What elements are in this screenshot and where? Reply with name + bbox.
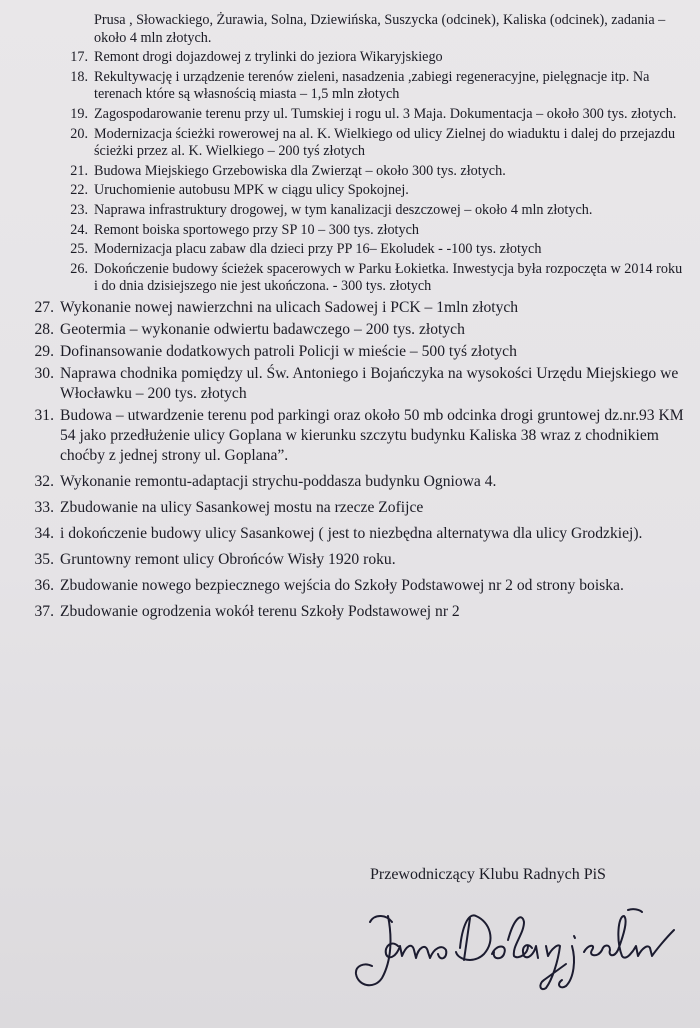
list-item-number: 26. [70, 260, 88, 277]
list-item-text: Naprawa infrastruktury drogowej, w tym kanalizacji deszczowej – około 4 mln złotych. [94, 201, 593, 218]
signature-title: Przewodniczący Klubu Radnych PiS [370, 866, 606, 883]
list-item-number: 30. [34, 364, 54, 382]
list-item-text: Gruntowny remont ulicy Obrońców Wisły 1920 roku. [60, 550, 396, 568]
list-item [20, 182, 685, 200]
list-item-number: 36. [34, 576, 54, 594]
list-item-text: Zbudowanie ogrodzenia wokół terenu Szkoły Podstawowej nr 2 [60, 602, 460, 620]
list-item [20, 472, 685, 492]
list-item [20, 498, 685, 518]
list-item [20, 342, 685, 362]
list-item-number: 19. [70, 105, 88, 122]
list-item [20, 241, 685, 259]
list-item-text: Budowa – utwardzenie terenu pod parkingi oraz około 50 mb odcinka drogi gruntowej dz.nr.93 KM 54 jako przedłużenie ulicy Goplana w kierunku szczytu budynku Kaliska 38 wraz z chodnikiem choćby z jednej strony ul. Goplana”. [60, 406, 684, 464]
list-item-number: 20. [70, 125, 88, 142]
list-item [20, 320, 685, 340]
list-item [20, 406, 685, 466]
list-item-number: 23. [70, 201, 88, 218]
list-item-text: Zbudowanie na ulicy Sasankowej mostu na rzecze Zofijce [60, 498, 424, 516]
list-item-text: Dofinansowanie dodatkowych patroli Policji w mieście – 500 tyś złotych [60, 342, 517, 360]
list-item-number: 31. [34, 406, 54, 424]
list-item-text: Zagospodarowanie terenu przy ul. Tumskiej i rogu ul. 3 Maja. Dokumentacja – około 300 tys. złotych. [94, 105, 677, 122]
list-item [20, 222, 685, 240]
list-item-text: Remont drogi dojazdowej z trylinki do jeziora Wikaryjskiego [94, 49, 443, 66]
list-item-text: i dokończenie budowy ulicy Sasankowej ( jest to niezbędna alternatywa dla ulicy Grodzkiej). [60, 524, 643, 542]
list-item-number: 25. [70, 241, 88, 258]
list-item-text: Rekultywację i urządzenie terenów zieleni, nasadzenia ,zabiegi regeneracyjne, pielęgnacje itp. Na terenach które są własnością miasta – 1,5 mln złotych [94, 68, 650, 103]
list-item-text: Uruchomienie autobusu MPK w ciągu ulicy Spokojnej. [94, 182, 409, 199]
list-item-number: 28. [34, 320, 54, 338]
list-item [20, 69, 685, 104]
list-item [20, 261, 685, 296]
list-item-text: Naprawa chodnika pomiędzy ul. Św. Antoniego i Bojańczyka na wysokości Urzędu Miejskiego we Włocławku – 200 tys. złotych [60, 364, 679, 402]
list-item [20, 524, 685, 544]
list-item [20, 49, 685, 67]
list-item-text: Modernizacja ścieżki rowerowej na al. K. Wielkiego od ulicy Zielnej do wiaduktu i dalej do przejazdu ścieżki przez al. K. Wielkiego – 200 tyś złotych [94, 125, 676, 160]
list-item [20, 106, 685, 124]
list-item [20, 298, 685, 318]
list-item-number: 21. [70, 162, 88, 179]
list-item-text: Zbudowanie nowego bezpiecznego wejścia do Szkoły Podstawowej nr 2 od strony boiska. [60, 576, 624, 594]
list-item [20, 126, 685, 161]
list-item-text: Wykonanie remontu-adaptacji strychu-poddasza budynku Ogniowa 4. [60, 472, 497, 490]
list-item-text: Dokończenie budowy ścieżek spacerowych w Parku Łokietka. Inwestycja była rozpoczęta w 2014 roku i do dnia dzisiejszego nie jest ukończona. - 300 tys. złotych [94, 260, 683, 295]
budget-list [20, 12, 685, 622]
list-item-number: 22. [70, 182, 88, 199]
list-item-text: Prusa , Słowackiego, Żurawia, Solna, Dziewińska, Suszycka (odcinek), Kaliska (odcinek), zadania – około 4 mln złotych. [94, 12, 666, 46]
list-item-number: 29. [34, 342, 54, 360]
list-item-text: Geotermia – wykonanie odwiertu badawczego – 200 tys. złotych [60, 320, 465, 338]
list-item-number: 27. [34, 298, 54, 316]
list-item [20, 364, 685, 404]
list-item-continuation [20, 12, 685, 47]
list-item-number: 34. [34, 524, 54, 542]
list-item-number: 35. [34, 550, 54, 568]
list-item-text: Remont boiska sportowego przy SP 10 – 300 tys. złotych [94, 221, 419, 238]
list-item [20, 602, 685, 622]
list-item-text: Wykonanie nowej nawierzchni na ulicach Sadowej i PCK – 1mln złotych [60, 298, 519, 316]
list-item-text: Modernizacja placu zabaw dla dzieci przy PP 16– Ekoludek - -100 tys. złotych [94, 241, 542, 258]
list-item-number: 18. [70, 68, 88, 85]
list-item [20, 163, 685, 181]
list-item-number: 24. [70, 221, 88, 238]
list-item [20, 550, 685, 570]
list-item-text: Budowa Miejskiego Grzebowiska dla Zwierząt – około 300 tys. złotych. [94, 162, 506, 179]
list-item-number: 33. [34, 498, 54, 516]
list-item-number: 37. [34, 602, 54, 620]
list-item [20, 576, 685, 596]
handwritten-signature [352, 900, 682, 992]
list-item-number: 17. [70, 49, 88, 66]
list-item-number: 32. [34, 472, 54, 490]
list-item [20, 202, 685, 220]
